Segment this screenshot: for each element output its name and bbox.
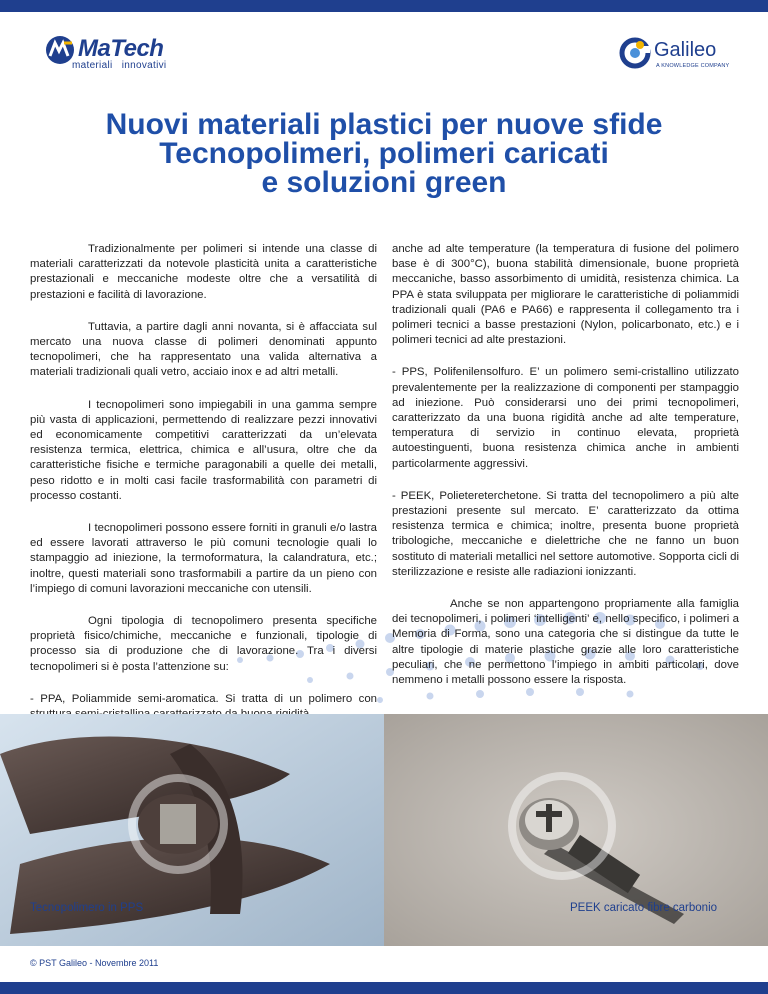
paragraph: - PEEK, Polietereterchetone. Si tratta del tecnopolimero a più alte prestazioni presente sul mercato. E’ caratterizzato da ottima resistenza termica e chimica; inoltre, presenta buone proprietà tribologiche, meccaniche e dielettriche che ne fanno un buon sostituto di materiali metallici nel settore automotive. Sopporta cicli di sterilizzazione e resiste alle radiazioni ionizzanti. xyxy=(392,489,739,578)
galileo-logo xyxy=(618,36,738,76)
paragraph: I tecnopolimeri possono essere forniti in granuli e/o lastra ed essere lavorati attraverso le più comuni tecnologie quali lo stampaggio ad iniezione, la termoformatura, la calandratura, etc.; inoltre, questi materiali sono trasformabili a partire da un pieno con l’impiego di comuni lavorazioni meccaniche con utensili. xyxy=(30,522,377,595)
photo-caption-right: PEEK caricato fibre carbonio xyxy=(570,902,718,914)
top-bar xyxy=(0,0,768,12)
paragraph: Tuttavia, a partire dagli anni novanta, si è affacciata sul mercato una nuova classe di polimeri denominati appunto tecnopolimeri, che ha rappresentato una valida alternativa a materiali tradizionali quali vetro, acciaio inox e ad altri metalli. xyxy=(30,320,377,379)
matech-logo-name: MaTech xyxy=(78,35,164,62)
title-line-3: e soluzioni green xyxy=(261,166,507,199)
paragraph: - PPA, Poliammide semi-aromatica. Si tratta di un polimero con xyxy=(30,692,377,705)
page-title xyxy=(40,110,728,197)
paragraph: I tecnopolimeri sono impiegabili in una gamma sempre più vasta di applicazioni, permettendo di realizzare pezzi innovativi ed economicamente competitivi caratterizzati da un’elevata resistenza termica, elettrica, chimica e all’usura, oltre che da caratteristiche fisiche e termiche paragonabili a quelle dei metalli, peso ridotto e in molti casi facile trasformabilità con parametri di processo costanti. xyxy=(30,398,377,502)
matech-logo-tagline: materiali innovativi xyxy=(72,60,167,71)
paragraph: Tradizionalmente per polimeri si intende una classe di materiali caratterizzati da notevole plasticità unita a caratteristiche prestazionali e meccaniche modeste oltre che a versatilità di prestazioni e facilità di lavorazione. xyxy=(30,243,377,301)
title-line-2: Tecnopolimeri, polimeri caricati xyxy=(159,137,609,170)
galileo-logo-tagline: A KNOWLEDGE COMPANY xyxy=(656,63,730,69)
paragraph: Ogni tipologia di tecnopolimero presenta specifiche proprietà fisico/chimiche, meccaniche e funzionali, tipologie di processo sia di produzione che di lavorazione. Tra i diversi tecnopolimeri si è posta l’attenzione su: xyxy=(30,615,377,673)
galileo-logo-name: Galileo xyxy=(654,39,717,61)
title-line-1: Nuovi materiali plastici per nuove sfide xyxy=(105,108,663,141)
right-text-column xyxy=(392,242,739,705)
bottom-bar xyxy=(0,982,768,994)
paragraph: anche ad alte temperature (la temperatura di fusione del polimero base è di 300°C), buona stabilità dimensionale, buone proprietà meccaniche, basso assorbimento di umidità, resistenza chimica. La PPA è stata sviluppata per migliorare le caratteristiche di poliammidi tradizionali quali (PA6 e PA66) e rappresenta il collegamento tra i polimeri tecnici a basse prestazioni (Nylon, policarbonato, etc.) e i polimeri tecnici ad alte prestazioni. xyxy=(392,243,739,347)
matech-logo xyxy=(44,34,224,76)
photo-caption-left: Tecnopolimero in PPS xyxy=(30,902,144,914)
paragraph: - PPS, Polifenilensolfuro. E’ un polimero semi-cristallino utilizzato prevalentemente per la realizzazione di componenti per stampaggio ad iniezione. Può considerarsi uno dei primi tecnopolimeri, caratterizzato da una buona rigidità anche ad alte temperature, temperatura di servizio in continuo elevata, proprietà autoestinguenti, buona resistenza chimica anche in ambienti particolarmente aggressivi. xyxy=(392,366,739,470)
paragraph: Anche se non appartengono propriamente alla famiglia dei tecnopolimeri, i polimeri ‘intelligenti’ e, nello specifico, i polimeri a Memoria di Forma, sono una categoria che si distingue da tutte le altre tipologie di materie plastiche grazie alle loro caratteristiche peculiari, che ne permettono l’impiego in ambiti particolari, dove nemmeno i metalli possono essere la risposta. xyxy=(392,598,739,687)
left-text-column xyxy=(30,242,377,739)
footer-copyright: © PST Galileo - Novembre 2011 xyxy=(30,958,159,968)
galileo-logo-icon xyxy=(618,36,652,70)
